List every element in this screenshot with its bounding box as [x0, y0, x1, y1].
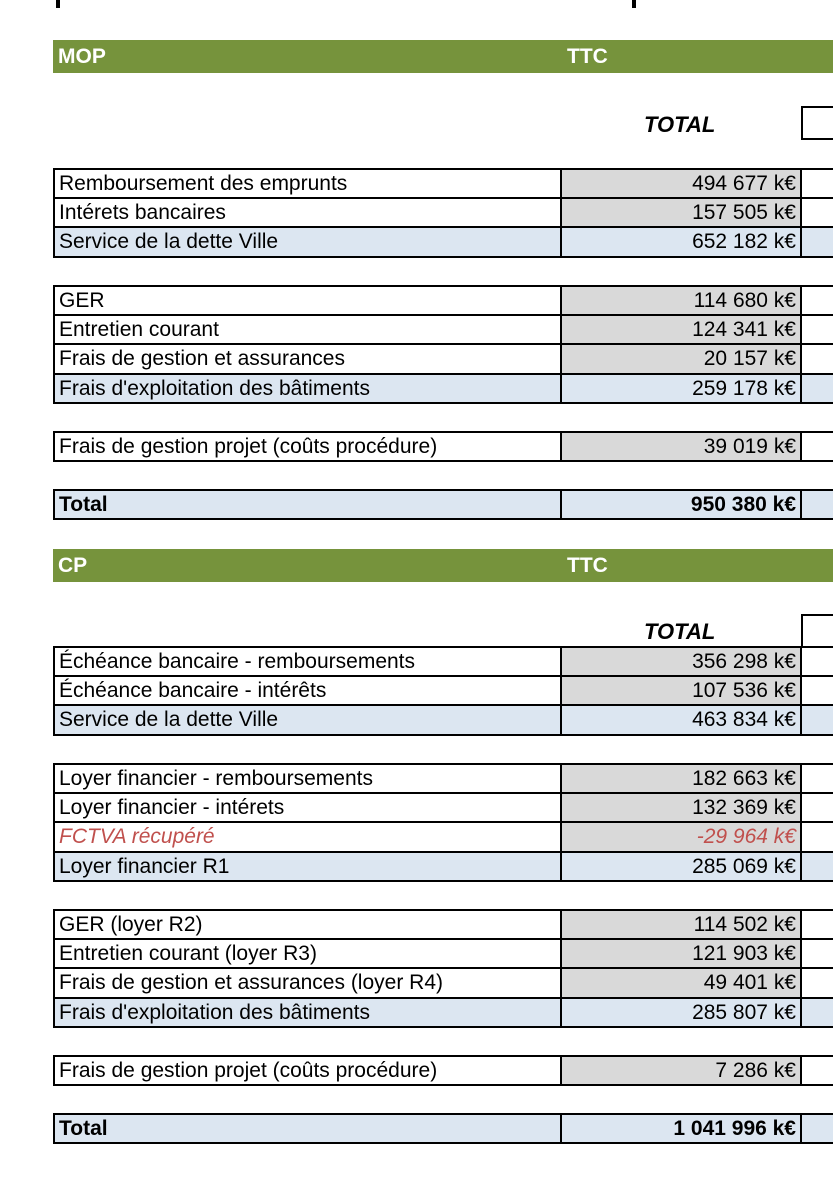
cp-debt-table	[53, 646, 833, 736]
row-label: GER	[53, 287, 562, 314]
row-label: Frais de gestion et assurances	[53, 345, 562, 372]
cp-total-column-label: TOTAL	[644, 619, 716, 644]
mop-total-table	[53, 489, 833, 520]
mop-title: MOP	[58, 45, 106, 68]
mop-total-column-label: TOTAL	[644, 112, 716, 137]
mop-debt-table	[53, 168, 833, 258]
row-value: 494 677 k€	[562, 170, 802, 197]
cp-project-fees-table	[53, 1055, 833, 1086]
row-label: Échéance bancaire - remboursements	[53, 648, 562, 675]
row-label: Intérets bancaires	[53, 199, 562, 226]
row-value: 114 502 k€	[562, 911, 802, 938]
cp-header	[53, 549, 833, 582]
mop-ttc-label: TTC	[567, 45, 608, 68]
subtotal-label: Service de la dette Ville	[53, 706, 562, 733]
total-label: Total	[53, 491, 562, 518]
top-border-mark-right	[632, 0, 636, 8]
row-label: Frais de gestion et assurances (loyer R4)	[53, 969, 562, 996]
row-label: Échéance bancaire - intérêts	[53, 677, 562, 704]
row-value: 39 019 k€	[562, 433, 802, 460]
top-border-mark-left	[56, 0, 60, 8]
cp-corner-cell	[801, 614, 833, 648]
row-value: 124 341 k€	[562, 316, 802, 343]
cp-ttc-label: TTC	[567, 554, 608, 577]
row-label: Loyer financier - remboursements	[53, 765, 562, 792]
row-value: 20 157 k€	[562, 345, 802, 372]
row-value: 121 903 k€	[562, 940, 802, 967]
subtotal-label: Service de la dette Ville	[53, 228, 562, 255]
subtotal-value: 463 834 k€	[562, 706, 802, 733]
mop-header	[53, 40, 833, 73]
row-value: 157 505 k€	[562, 199, 802, 226]
subtotal-value: 285 069 k€	[562, 853, 802, 880]
cp-title: CP	[58, 554, 88, 577]
row-label: Frais de gestion projet (coûts procédure)	[53, 1057, 562, 1084]
row-label: Entretien courant (loyer R3)	[53, 940, 562, 967]
mop-project-fees-table	[53, 431, 833, 462]
row-label: Remboursement des emprunts	[53, 170, 562, 197]
subtotal-value: 652 182 k€	[562, 228, 802, 255]
row-value: 7 286 k€	[562, 1057, 802, 1084]
row-value: -29 964 k€	[562, 823, 802, 850]
row-value: 182 663 k€	[562, 765, 802, 792]
row-value: 49 401 k€	[562, 969, 802, 996]
mop-corner-cell	[801, 106, 833, 140]
row-value: 107 536 k€	[562, 677, 802, 704]
row-label: Entretien courant	[53, 316, 562, 343]
subtotal-value: 285 807 k€	[562, 999, 802, 1026]
row-value: 356 298 k€	[562, 648, 802, 675]
row-value: 114 680 k€	[562, 287, 802, 314]
subtotal-label: Loyer financier R1	[53, 853, 562, 880]
cp-operating-table	[53, 909, 833, 1028]
total-label: Total	[53, 1115, 562, 1142]
cp-lease-table	[53, 763, 833, 882]
row-label: Loyer financier - intérets	[53, 794, 562, 821]
row-label: Frais de gestion projet (coûts procédure)	[53, 433, 562, 460]
subtotal-label: Frais d'exploitation des bâtiments	[53, 375, 562, 402]
total-value: 950 380 k€	[562, 491, 802, 518]
row-value: 132 369 k€	[562, 794, 802, 821]
mop-operating-table	[53, 285, 833, 404]
cp-total-table	[53, 1113, 833, 1144]
total-value: 1 041 996 k€	[562, 1115, 802, 1142]
row-label: GER (loyer R2)	[53, 911, 562, 938]
row-label: FCTVA récupéré	[53, 823, 562, 850]
subtotal-value: 259 178 k€	[562, 375, 802, 402]
subtotal-label: Frais d'exploitation des bâtiments	[53, 999, 562, 1026]
